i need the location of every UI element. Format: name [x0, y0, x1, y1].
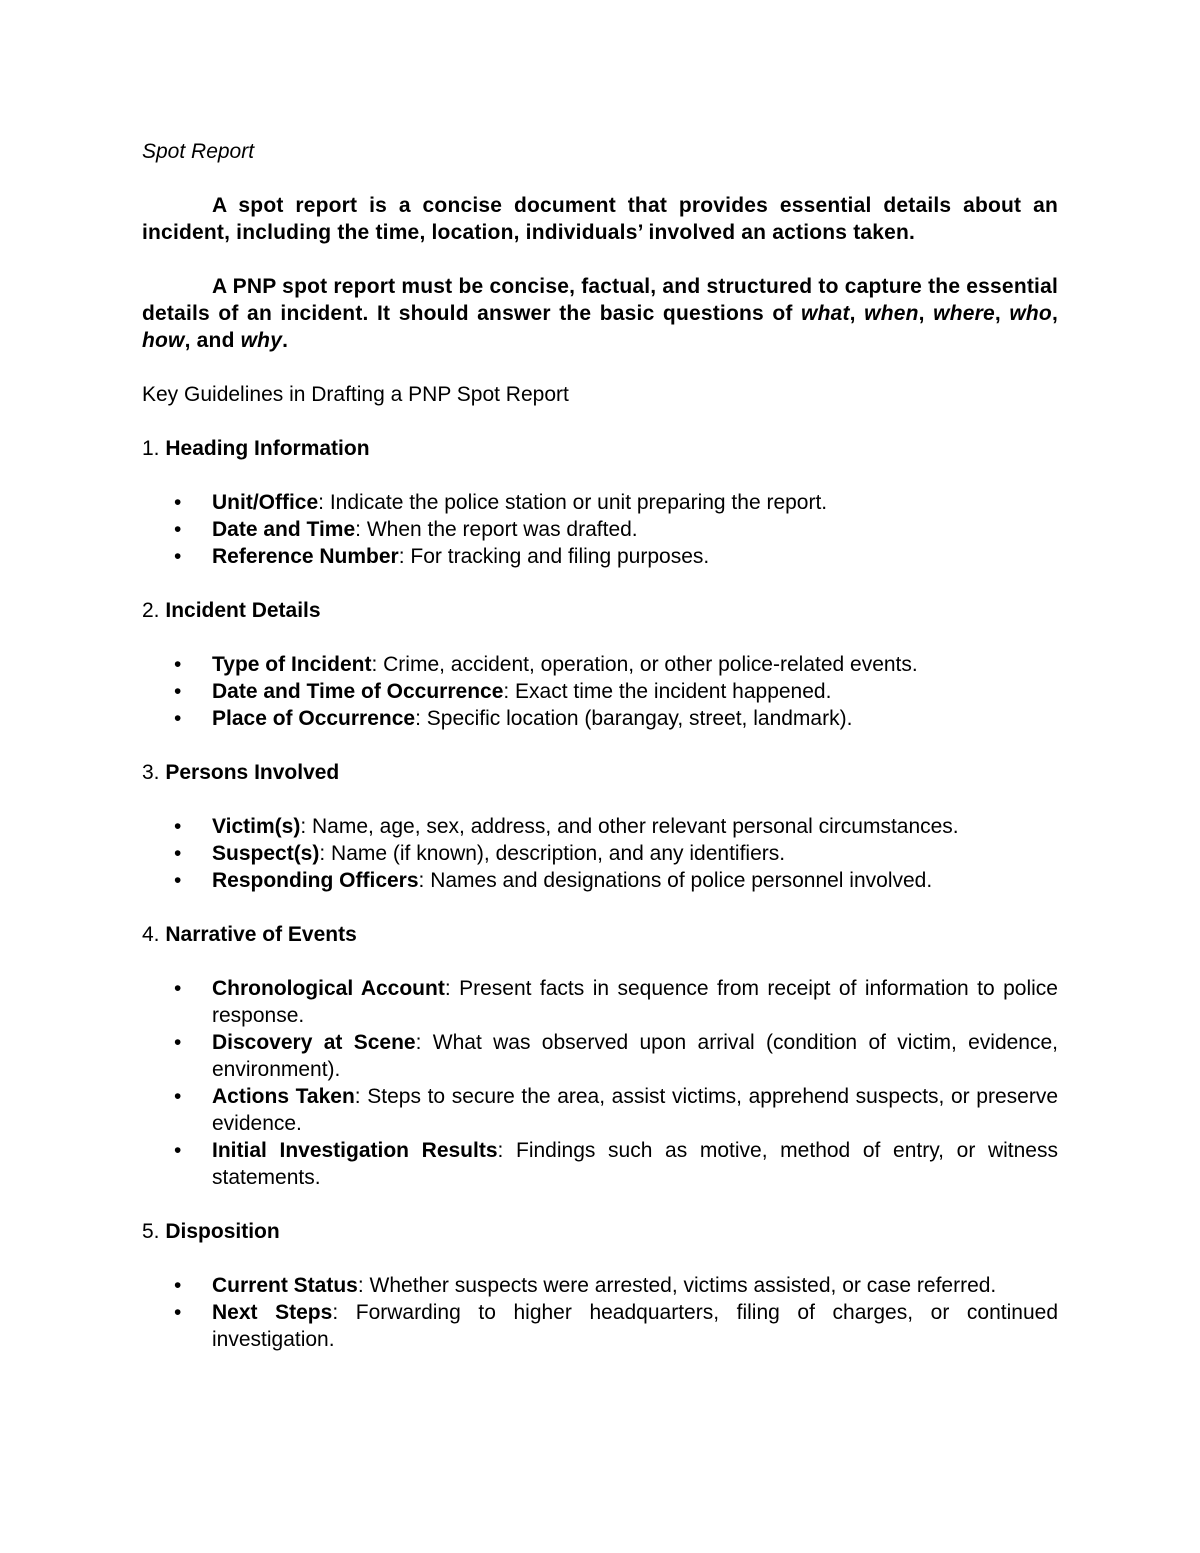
question-where: where — [933, 302, 995, 325]
question-why: why — [240, 329, 283, 352]
item-description: : Steps to secure the area, assist victims, apprehend suspects, or preserve evidence. — [212, 1085, 1059, 1135]
item-term: Current Status — [212, 1274, 358, 1297]
section-title: Incident Details — [165, 599, 321, 622]
separator: , — [918, 302, 934, 325]
item-term: Unit/Office — [212, 491, 319, 514]
list-item — [142, 516, 1058, 543]
bullet-list — [142, 489, 1058, 570]
guideline-section — [142, 1218, 1058, 1353]
section-heading — [142, 921, 1058, 948]
bullet-icon: • — [174, 1274, 182, 1297]
section-heading — [142, 759, 1058, 786]
separator: , — [849, 302, 865, 325]
bullet-list — [142, 975, 1058, 1191]
item-description: : Name, age, sex, address, and other relevant personal circumstances. — [300, 815, 959, 838]
intro-paragraph-2 — [142, 273, 1058, 354]
section-title: Disposition — [165, 1220, 280, 1243]
item-term: Date and Time of Occurrence — [212, 680, 504, 703]
section-number: 3. — [142, 761, 166, 784]
item-description: : For tracking and filing purposes. — [398, 545, 710, 568]
item-description: : Crime, accident, operation, or other police-related events. — [371, 653, 918, 676]
bullet-icon: • — [174, 707, 182, 730]
item-term: Reference Number — [212, 545, 399, 568]
bullet-icon: • — [174, 518, 182, 541]
separator: , and — [184, 329, 241, 352]
guideline-section — [142, 921, 1058, 1191]
bullet-list — [142, 1272, 1058, 1353]
bullet-icon: • — [174, 842, 182, 865]
item-term: Suspect(s) — [212, 842, 320, 865]
bullet-icon: • — [174, 977, 182, 1000]
list-item — [142, 813, 1058, 840]
intro-p2-text: A PNP spot report must be concise, factual, and structured to capture the essential details of an incident. It should answer the basic questions of — [142, 275, 1058, 325]
section-number: 5. — [142, 1220, 166, 1243]
section-number: 1. — [142, 437, 166, 460]
guideline-section — [142, 435, 1058, 570]
bullet-icon: • — [174, 869, 182, 892]
section-number: 2. — [142, 599, 166, 622]
list-item — [142, 489, 1058, 516]
document-title: Spot Report — [142, 140, 255, 163]
item-description: : What was observed upon arrival (condition of victim, evidence, environment). — [212, 1031, 1059, 1081]
question-when: when — [864, 302, 919, 325]
section-number: 4. — [142, 923, 166, 946]
question-how: how — [142, 329, 185, 352]
item-term: Responding Officers — [212, 869, 419, 892]
list-item — [142, 705, 1058, 732]
item-description: : Exact time the incident happened. — [503, 680, 832, 703]
separator: , — [1051, 302, 1058, 325]
question-what: what — [801, 302, 850, 325]
list-item — [142, 1137, 1058, 1191]
bullet-icon: • — [174, 491, 182, 514]
guideline-section — [142, 759, 1058, 894]
item-description: : Present facts in sequence from receipt of information to police response. — [212, 977, 1058, 1027]
list-item — [142, 1299, 1058, 1353]
item-description: : Whether suspects were arrested, victims assisted, or case referred. — [357, 1274, 997, 1297]
bullet-icon: • — [174, 1031, 182, 1054]
list-item — [142, 651, 1058, 678]
bullet-icon: • — [174, 1085, 182, 1108]
list-item — [142, 543, 1058, 570]
item-term: Discovery at Scene — [212, 1031, 416, 1054]
item-description: : Forwarding to higher headquarters, filing of charges, or continued investigation. — [212, 1301, 1059, 1351]
period: . — [282, 329, 289, 352]
item-term: Chronological Account — [212, 977, 445, 1000]
intro-paragraph-1: A spot report is a concise document that provides essential details about an incident, including the time, location, individuals’ involved an actions taken. — [142, 194, 1058, 244]
separator: , — [994, 302, 1010, 325]
bullet-icon: • — [174, 680, 182, 703]
list-item — [142, 867, 1058, 894]
list-item — [142, 1083, 1058, 1137]
section-heading — [142, 1218, 1058, 1245]
list-item — [142, 678, 1058, 705]
item-term: Date and Time — [212, 518, 356, 541]
section-title: Narrative of Events — [165, 923, 357, 946]
document-page — [142, 138, 1058, 1380]
bullet-icon: • — [174, 1301, 182, 1324]
bullet-icon: • — [174, 653, 182, 676]
item-term: Initial Investigation Results — [212, 1139, 498, 1162]
item-description: : Names and designations of police personnel involved. — [418, 869, 933, 892]
item-description: : Name (if known), description, and any identifiers. — [319, 842, 786, 865]
section-heading — [142, 597, 1058, 624]
item-term: Next Steps — [212, 1301, 333, 1324]
section-title: Heading Information — [165, 437, 370, 460]
item-term: Actions Taken — [212, 1085, 355, 1108]
guideline-section — [142, 597, 1058, 732]
bullet-list — [142, 651, 1058, 732]
item-term: Victim(s) — [212, 815, 301, 838]
item-term: Place of Occurrence — [212, 707, 416, 730]
list-item — [142, 840, 1058, 867]
list-item — [142, 1272, 1058, 1299]
item-term: Type of Incident — [212, 653, 372, 676]
list-item — [142, 975, 1058, 1029]
item-description: : Indicate the police station or unit preparing the report. — [318, 491, 828, 514]
item-description: : Specific location (barangay, street, landmark). — [415, 707, 853, 730]
section-title: Persons Involved — [165, 761, 340, 784]
guidelines-sections — [142, 435, 1058, 1353]
bullet-icon: • — [174, 545, 182, 568]
list-item — [142, 1029, 1058, 1083]
bullet-icon: • — [174, 1139, 182, 1162]
guidelines-heading: Key Guidelines in Drafting a PNP Spot Report — [142, 383, 569, 406]
question-who: who — [1009, 302, 1052, 325]
bullet-icon: • — [174, 815, 182, 838]
section-heading — [142, 435, 1058, 462]
item-description: : When the report was drafted. — [355, 518, 638, 541]
bullet-list — [142, 813, 1058, 894]
item-description: : Findings such as motive, method of entry, or witness statements. — [212, 1139, 1058, 1189]
